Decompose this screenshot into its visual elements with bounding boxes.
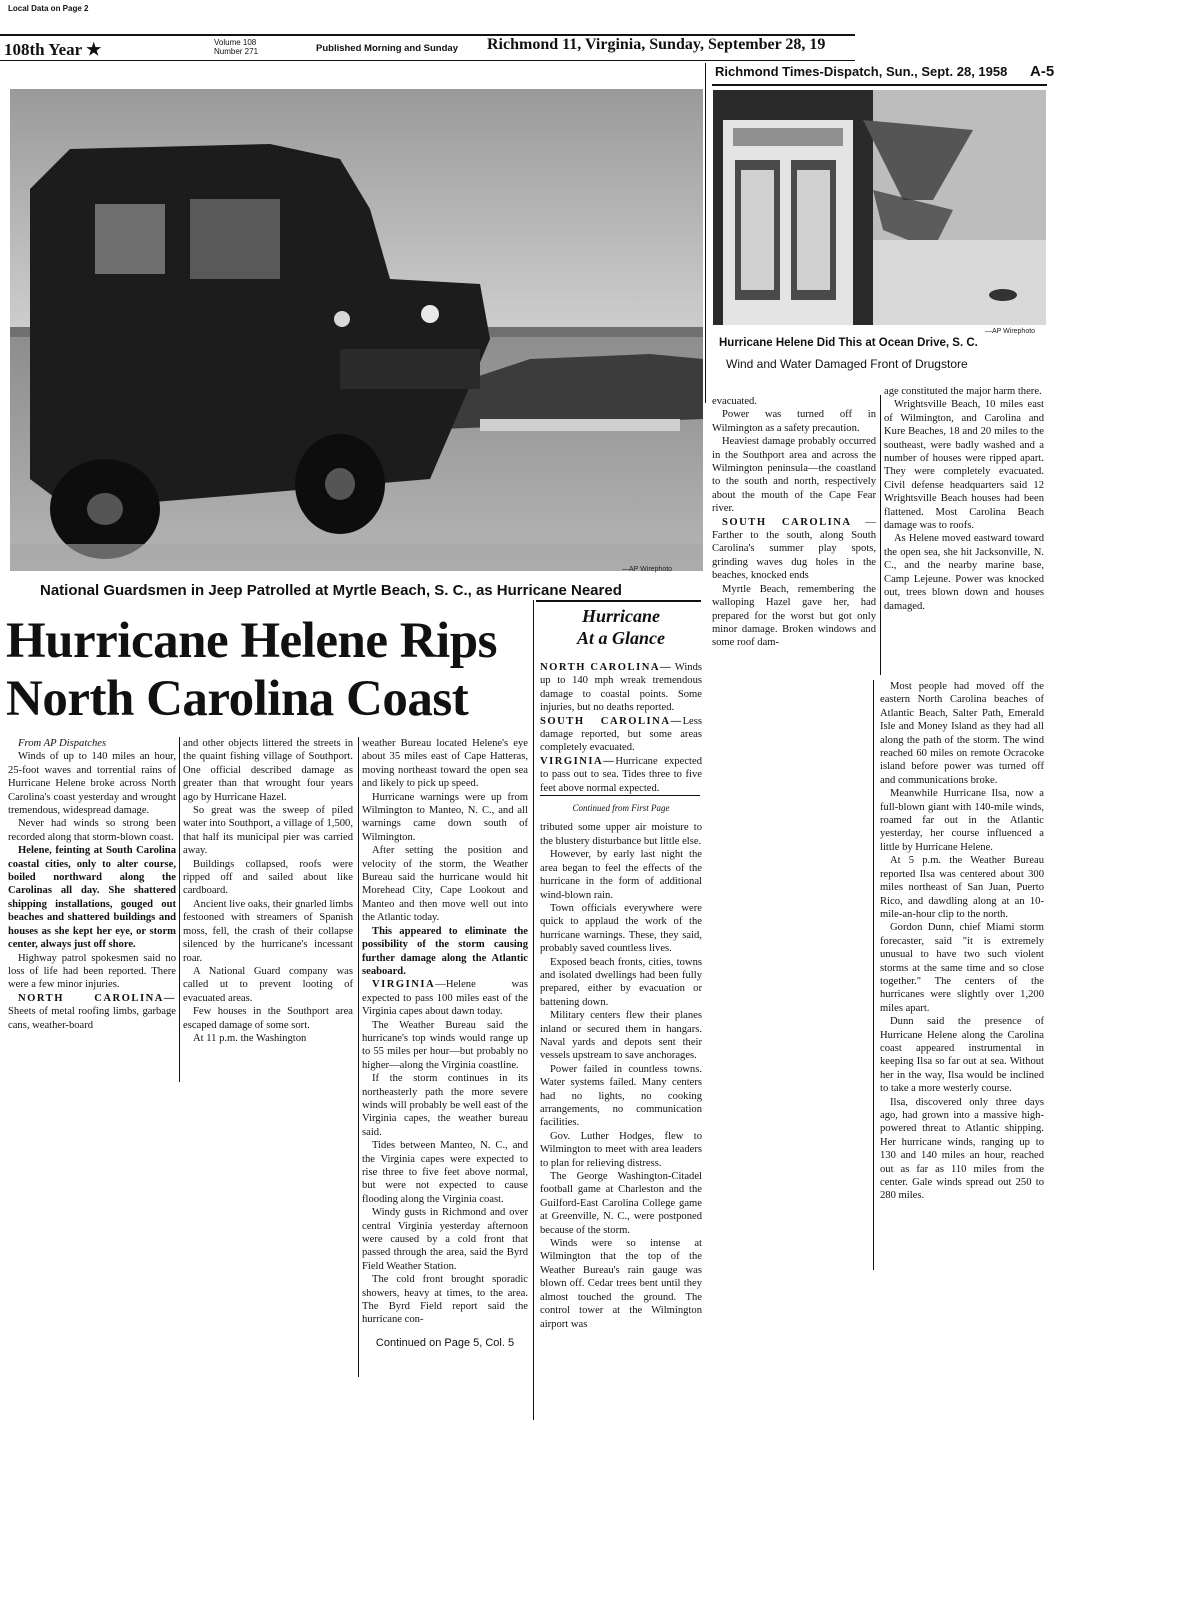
glance-box-top-rule (536, 600, 701, 602)
glance-title: Hurricane At a Glance (577, 606, 665, 648)
story-paragraph: At 5 p.m. the Weather Bureau reported Ilsa was centered about 300 miles northeast of San Juan, Puerto Rico, and dawdling along at an 10-mile-an-hour clip to the north. (880, 855, 1044, 920)
story-paragraph: Most people had moved off the eastern North Carolina beaches of Atlantic Beach, Salter Path, Emerald Isle and Money Island as they had all along the path of the storm. The wind reached 60 miles on remote Ocracoke island before power was turned off and communications broke. (880, 681, 1044, 786)
story-subhead-paragraph: NORTH CAROLINA— Sheets of metal roofing limbs, garbage cans, weather-board (8, 992, 176, 1031)
story-paragraph: and other objects littered the streets in the quaint fishing village of Southport. One official described damage as greater than that wrought four years ago by Hurricane Hazel. (183, 738, 353, 803)
story-paragraph: evacuated. (712, 396, 757, 407)
glance-item-north-carolina: NORTH CAROLINA— Winds up to 140 mph wreak tremendous damage to coastal points. Some injuries, but no deaths reported. (540, 662, 702, 714)
story-paragraph: Ancient live oaks, their gnarled limbs festooned with streamers of Spanish moss, fell, the crash of their collapse silenced by the hurricane's incessant roar. (183, 898, 353, 964)
story-paragraph: Meanwhile Hurricane Ilsa, now a full-blown giant with 140-mile winds, roamed far out in the Atlantic yesterday, her course influenced a little by Hurricane Helene. (880, 788, 1044, 853)
right-column-a (712, 395, 876, 650)
story-paragraph: Myrtle Beach, remembering the walloping Hazel gave her, had prepared for the worst but got only minor damage. Broken windows and some roof dam- (712, 583, 876, 649)
story-paragraph: Hurricane warnings were up from Wilmington to Manteo, N. C., and all warnings came down south of Wilmington. (362, 791, 528, 843)
column-divider (179, 737, 180, 1082)
story-paragraph: Wrightsville Beach, 10 miles east of Wilmington, and Carolina and Kure Beaches, 18 and 20 miles to the southeast, were badly washed and a number of houses were ripped apart. They were completely evacuated. Civil defense headquarters said 12 Wrightsville Beach houses had been flattened. Most Carolina Beach damage was to roofs. (884, 399, 1044, 532)
right-photo-caption-line1: Hurricane Helene Did This at Ocean Drive, S. C. (719, 337, 978, 349)
story-paragraph: tributed some upper air moisture to the blustery disturbance but little else. (540, 822, 702, 847)
main-photo-credit: —AP Wirephoto (622, 566, 673, 573)
story-paragraph: Few houses in the Southport area escaped damage of some sort. (183, 1006, 353, 1031)
story-paragraph: Tides between Manteo, N. C., and the Virginia capes were expected to rise three to five feet above normal, but were not expected to cause flooding along the Virginia coast. (362, 1140, 528, 1205)
story-paragraph: Never had winds so strong been recorded along that storm-blown coast. (8, 818, 176, 843)
masthead-year: 108th Year ★ (4, 40, 102, 59)
story-paragraph: If the storm continues in its northeasterly path the more severe winds will probably be well east of the Virginia capes, the weather bureau said. (362, 1073, 528, 1138)
story-paragraph: After setting the position and velocity of the storm, the Weather Bureau said the hurricane would hit Morehead City, Cape Lookout and Manteo and then move well out into the Atlantic today. (362, 845, 528, 924)
right-column-c (880, 680, 1044, 1203)
continued-from-label: Continued from First Page (572, 803, 670, 814)
glance-divider (540, 795, 700, 796)
story-paragraph: Highway patrol spokesmen said no loss of life had been reported. There were a few minor injuries. (8, 952, 176, 991)
column-divider (880, 395, 881, 675)
glance-item-south-carolina: SOUTH CAROLINA—Less damage reported, but some areas completely evacuated. (540, 715, 702, 754)
jeep-photo-graphic (10, 89, 703, 571)
story-paragraph: Gordon Dunn, chief Miami storm forecaster, said "it is extremely unusual to have two such violent storms at the same time and so close together." The centers of the hurricanes were slightly over 1,200 miles apart. (880, 922, 1044, 1014)
story-paragraph: The Weather Bureau said the hurricane's top winds would range up to 55 miles per hour—but probably no higher—along the Virginia coastline. (362, 1019, 528, 1071)
story-paragraph: Winds of up to 140 miles an hour, 25-foot waves and torrential rains of Hurricane Helene broke across North Carolina's coast yesterday and wrought tremendous, widespread damage. (8, 751, 176, 817)
story-column-1 (8, 737, 176, 1032)
story-paragraph: This appeared to eliminate the possibility of the storm causing further damage along the Atlantic seaboard. (362, 925, 528, 977)
story-paragraph: Dunn said the presence of Hurricane Helene along the Carolina coast appeared instrumental in keeping Ilsa so far out at sea. Without her in the way, Ilsa would be inclined to take a more westerly course. (880, 1016, 1044, 1095)
glance-box-left-rule (533, 600, 534, 1420)
story-column-2 (183, 737, 353, 1045)
story-paragraph: A National Guard company was called ut to prevent looting of evacuated areas. (183, 965, 353, 1004)
page-vertical-rule (705, 63, 706, 403)
glance-item-virginia: VIRGINIA—Hurricane expected to pass out to sea. Tides three to five feet above normal expected. (540, 755, 702, 794)
story-paragraph: Winds were so intense at Wilmington that the top of the Weather Bureau's rain gauge was blown off. Cedar trees bent until they almost touched the ground. The control tower at the Wilmington airport was (540, 1238, 702, 1330)
story-paragraph: Ilsa, discovered only three days ago, had grown into a massive high-powered threat to Atlantic shipping. Her hurricane winds, ranging up to 130 and 140 miles an hour, reached out as far as 110 miles from the center. Gale winds spread out 250 to 280 miles. (880, 1096, 1044, 1202)
story-paragraph: Military centers flew their planes inland or secured them in hangars. Naval yards and depots sent their vessels upstream to save anchorages. (540, 1010, 702, 1062)
continued-link[interactable]: Continued on Page 5, Col. 5 (375, 1336, 515, 1349)
story-paragraph: Buildings collapsed, roofs were ripped off and sailed about like cardboard. (183, 858, 353, 897)
column-divider (358, 737, 359, 1377)
story-paragraph: Town officials everywhere were quick to applaud the work of the hurricane warnings. These, they said, probably saved countless lives. (540, 902, 702, 955)
headline-line1: Hurricane Helene Rips (6, 613, 497, 669)
story-subhead-paragraph: VIRGINIA—Helene was expected to pass 100 miles east of the Virginia capes about dawn today. (362, 979, 528, 1018)
story-paragraph: Exposed beach fronts, cities, towns and isolated dwellings had been fully prepared, either by evacuation or battening down. (540, 956, 702, 1008)
page-header-rule (712, 84, 1047, 86)
story-paragraph: Power was turned off in Wilmington as a safety precaution. (712, 409, 876, 434)
masthead-bottom-rule (0, 60, 855, 61)
main-photo-caption: National Guardsmen in Jeep Patrolled at Myrtle Beach, S. C., as Hurricane Neared (40, 582, 622, 599)
story-byline: From AP Dispatches (18, 738, 107, 749)
story-paragraph: weather Bureau located Helene's eye about 35 miles east of Cape Hatteras, moving northeast toward the open sea and likely to pick up speed. (362, 738, 528, 790)
headline-line2: North Carolina Coast (6, 671, 469, 727)
story-paragraph: The George Washington-Citadel football game at Charleston and the Guilford-East Carolina College game at Greenville, N. C., were postponed because of the storm. (540, 1171, 702, 1236)
main-photo-jeep (10, 89, 703, 571)
right-photo-credit: —AP Wirephoto (985, 328, 1036, 335)
story-column-3 (362, 737, 528, 1350)
volume-number: Volume 108 Number 271 (214, 38, 259, 56)
story-paragraph: Gov. Luther Hodges, flew to Wilmington to meet with area leaders to plan for relieving distress. (540, 1130, 702, 1169)
headline (6, 612, 526, 728)
story-subhead-paragraph: SOUTH CAROLINA — Farther to the south, along South Carolina's summer play spots, grinding waves dug holes in the beaches, knocked ends (712, 516, 876, 582)
glance-box (540, 605, 702, 1331)
drugstore-photo-graphic (713, 90, 1046, 325)
right-column-b (884, 385, 1044, 613)
story-paragraph: At 11 p.m. the Washington (193, 1032, 307, 1044)
published-note: Published Morning and Sunday (316, 43, 458, 54)
story-paragraph: Helene, feinting at South Carolina coastal cities, only to alter course, boiled northward along the Carolinas all day. She shattered shipping installations, gouged out beaches and shattered buildings and houses as she kept her eye, or storm center, always just off shore. (8, 845, 176, 951)
right-photo-drugstore (713, 90, 1046, 325)
page-header-paper: Richmond Times-Dispatch, Sun., Sept. 28, 1958 (715, 64, 1008, 79)
page-header-number: A-5 (1030, 63, 1055, 80)
story-paragraph: So great was the sweep of piled water into Southport, a village of 1,500, that half its municipal pier was carried away. (183, 805, 353, 857)
masthead-dateline: Richmond 11, Virginia, Sunday, September 28, 19 (487, 36, 826, 53)
local-data-note: Local Data on Page 2 (8, 4, 89, 13)
story-paragraph: Heaviest damage probably occurred in the Southport area and across the Wilmington peninsula—the coastland to the south and north, respectively about the mouth of the Cape Fear river. (712, 436, 876, 515)
right-photo-caption-line2: Wind and Water Damaged Front of Drugstore (726, 357, 968, 371)
story-paragraph: However, by early last night the area began to feel the effects of the hurricane in the form of additional wind-blown rain. (540, 849, 702, 901)
story-paragraph: age constituted the major harm there. (884, 386, 1042, 397)
star-icon: ★ (86, 40, 102, 59)
story-paragraph: The cold front brought sporadic showers, heavy at times, to the area. The Byrd Field report said the hurricane con- (362, 1274, 528, 1326)
column-divider (873, 680, 874, 1270)
story-paragraph: Windy gusts in Richmond and over central Virginia yesterday afternoon were caused by a cold front that passed through the area, said the Byrd Field Weather Station. (362, 1207, 528, 1272)
story-paragraph: As Helene moved eastward toward the open sea, she hit Jacksonville, N. C., and the nearby marine base, Camp Lejeune. Power was knocked out, trees blown down and houses damaged. (884, 533, 1044, 612)
story-paragraph: Power failed in countless towns. Water systems failed. Many centers had no lights, no cooking arrangements, no communication facilities. (540, 1063, 702, 1129)
